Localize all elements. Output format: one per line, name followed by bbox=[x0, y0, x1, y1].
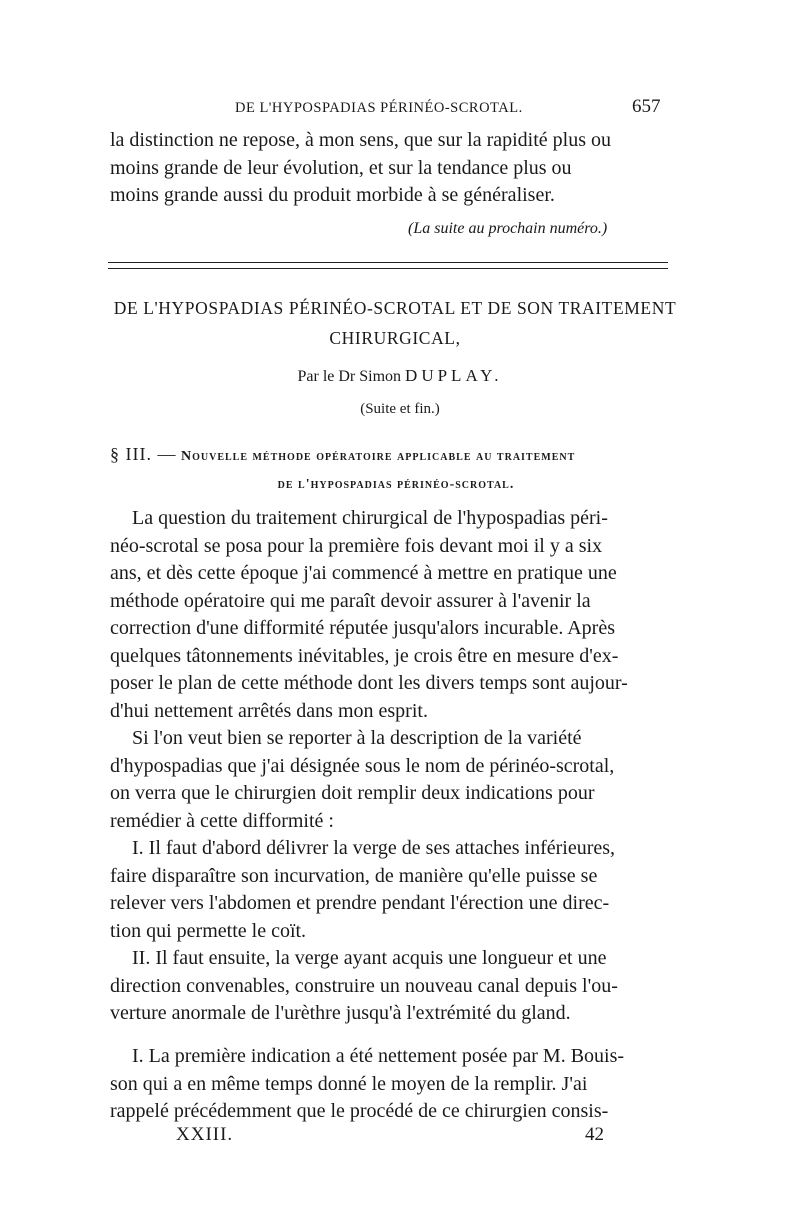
text-line: relever vers l'abdomen et prendre pendant l'érection une direc- bbox=[110, 892, 610, 914]
text-line: la distinction ne repose, à mon sens, que sur la rapidité plus ou bbox=[110, 129, 612, 151]
text-line: moins grande de leur évolution, et sur la tendance plus ou bbox=[110, 156, 572, 179]
text-line: direction convenables, construire un nouveau canal depuis l'ou- bbox=[110, 974, 618, 997]
section-heading-line: Nouvelle méthode opératoire applicable au traitement bbox=[180, 449, 576, 464]
text-line: faire disparaître son incurvation, de manière qu'elle puisse se bbox=[110, 864, 598, 887]
text-line: I. Il faut d'abord délivrer la verge de ses attaches inférieures, bbox=[132, 837, 616, 859]
text-line: tion qui permette le coït. bbox=[110, 919, 307, 942]
article-title-line: CHIRURGICAL, bbox=[329, 328, 461, 348]
text-line: I. La première indication a été nettement posée par M. Bouis- bbox=[132, 1045, 625, 1067]
running-title: DE L'HYPOSPADIAS PÉRINÉO-SCROTAL. bbox=[235, 100, 523, 116]
text-line: moins grande aussi du produit morbide à se généraliser. bbox=[110, 184, 555, 206]
text-line: remédier à cette difformité : bbox=[110, 809, 334, 832]
text-line: ans, et dès cette époque j'ai commencé à mettre en pratique une bbox=[110, 562, 617, 584]
text-line: poser le plan de cette méthode dont les divers temps sont aujour- bbox=[110, 672, 628, 694]
intro-paragraph bbox=[110, 127, 682, 210]
signature-mark: 42 bbox=[585, 1124, 604, 1145]
suite-note: (Suite et fin.) bbox=[360, 401, 440, 417]
section-divider bbox=[108, 262, 668, 263]
text-line: II. Il faut ensuite, la verge ayant acquis une longueur et une bbox=[132, 947, 607, 969]
text-line: Si l'on veut bien se reporter à la description de la variété bbox=[132, 727, 582, 749]
text-line: son qui a en même temps donné le moyen de la remplir. J'ai bbox=[110, 1072, 588, 1095]
text-line: verture anormale de l'urèthre jusqu'à l'extrémité du gland. bbox=[110, 1002, 571, 1024]
text-line: rappelé précédemment que le procédé de ce chirurgien consis- bbox=[110, 1100, 609, 1122]
page-number: 657 bbox=[632, 96, 661, 117]
article-title bbox=[110, 293, 680, 353]
section-heading-line: de l'hypospadias périnéo-scrotal. bbox=[277, 477, 515, 492]
author-prefix: Par le Dr Simon bbox=[297, 368, 402, 385]
text-line: correction d'une difformité réputée jusqu'alors incurable. Après bbox=[110, 617, 615, 639]
continued-note: (La suite au prochain numéro.) bbox=[408, 220, 608, 237]
text-line: d'hui nettement arrêtés dans mon esprit. bbox=[110, 699, 428, 722]
article-title-line: DE L'HYPOSPADIAS PÉRINÉO-SCROTAL ET DE SON TRAITEMENT bbox=[113, 298, 677, 318]
text-line: d'hypospadias que j'ai désignée sous le nom de périnéo-scrotal, bbox=[110, 754, 615, 777]
text-line: on verra que le chirurgien doit remplir deux indications pour bbox=[110, 782, 595, 804]
author-name: DUPLAY. bbox=[405, 366, 503, 385]
text-line: néo-scrotal se posa pour la première fois devant moi il y a six bbox=[110, 534, 603, 557]
author-byline bbox=[0, 366, 800, 386]
text-line: méthode opératoire qui me paraît devoir assurer à l'avenir la bbox=[110, 589, 591, 612]
section-heading bbox=[110, 440, 682, 499]
volume-number: XXIII. bbox=[176, 1124, 234, 1145]
section-number: § III. — bbox=[110, 444, 177, 464]
text-line: quelques tâtonnements inévitables, je crois être en mesure d'ex- bbox=[110, 644, 619, 667]
section-divider bbox=[108, 268, 668, 269]
text-line: La question du traitement chirurgical de l'hypospadias péri- bbox=[132, 507, 608, 529]
body-text bbox=[110, 505, 682, 1028]
body-text-continued bbox=[110, 1043, 682, 1126]
